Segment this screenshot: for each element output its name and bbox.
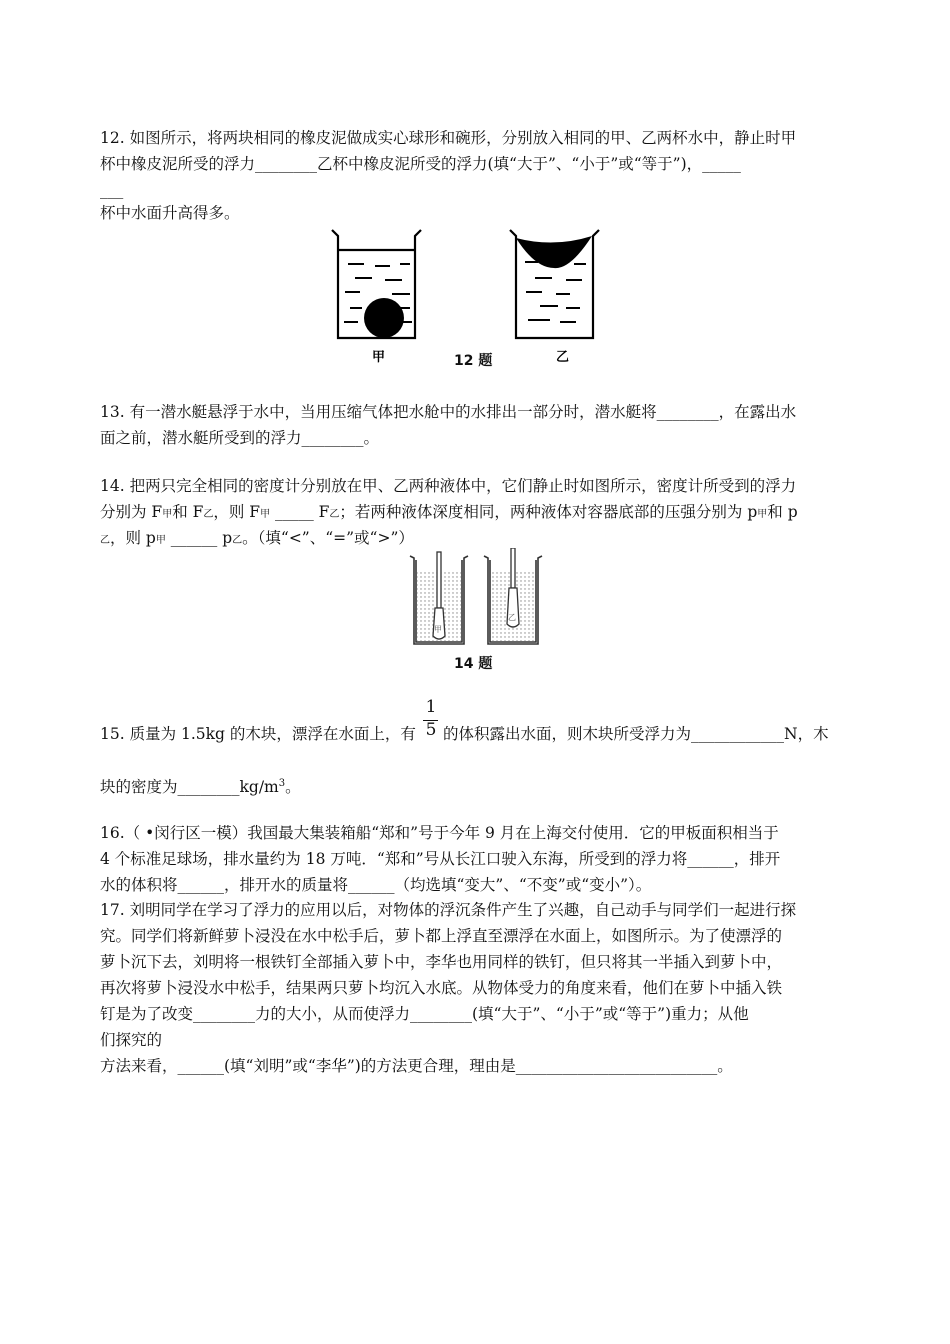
q14-sub-yi-2: 乙 (329, 509, 340, 520)
water-dashes-yi (525, 262, 586, 322)
q15-line2 (100, 771, 852, 800)
q12-caption: 12 题 (454, 353, 493, 369)
q16-line3: 水的体积将______，排开水的质量将______（均选填“变大”、“不变”或“变小”）。 (100, 876, 652, 894)
q14-l2f: 和 p (767, 503, 798, 521)
q13-line1: 13. 有一潜水艇悬浮于水中，当用压缩气体把水舱中的水排出一部分时，潜水艇将________，在露出水 (100, 403, 797, 421)
q14-l3a: ，则 p (110, 529, 156, 547)
q17-line3: 萝卜沉下去，刘明将一根铁钉全部插入萝卜中，李华也用同样的铁钉，但只将其一半插入到萝卜中， (100, 953, 783, 971)
q17-line1: 17. 刘明同学在学习了浮力的应用以后，对物体的浮沉条件产生了兴趣，自己动手与同学们一起进行探 (100, 901, 797, 919)
q14-sub-jia-4: 甲 (155, 535, 166, 546)
q14-l3c: 。（填“<”、“=”或“>”） (242, 529, 414, 547)
q17-line4: 再次将萝卜浸没水中松手，结果两只萝卜均沉入水底。从物体受力的角度来看，他们在萝卜中插入铁 (100, 979, 783, 997)
q14-sub-jia: 甲 (162, 509, 173, 520)
q15-line1b: 的体积露出水面，则木块所受浮力为____________N，木 (443, 725, 829, 743)
q15-line2b: 。 (285, 778, 301, 797)
q14-l2c: ，则 F (213, 503, 261, 521)
q12-line3: ___ (100, 181, 124, 199)
label-yi: 乙 (556, 350, 570, 365)
q14-sub-yi-4: 乙 (232, 535, 243, 546)
q14-l2b: 和 F (172, 503, 204, 521)
q12-line2: 杯中橡皮泥所受的浮力________乙杯中橡皮泥所受的浮力(填“大于”、“小于”或“等于”)，_____ (100, 155, 741, 173)
label-jia: 甲 (372, 350, 386, 365)
q14-l3b: ______ p (165, 529, 233, 547)
q13-line2: 面之前，潜水艇所受到的浮力________。 (100, 429, 380, 447)
q14-line2 (100, 499, 852, 528)
q15-line1a: 15. 质量为 1.5kg 的木块，漂浮在水面上，有 (100, 725, 416, 743)
q17-line7: 方法来看，______(填“刘明”或“李华”)的方法更合理，理由是__________________________。 (100, 1057, 733, 1075)
q17-line5: 钉是为了改变________力的大小，从而使浮力________(填“大于”、“小于”或“等于”)重力；从他 (100, 1005, 749, 1023)
q16-line1: 16.（ •闵行区一模）我国最大集装箱船“郑和”号于今年 9 月在上海交付使用．它的甲板面积相当于 (100, 824, 779, 842)
q15-line2a: 块的密度为________kg/m (100, 778, 279, 797)
q14-l2e: ；若两种液体深度相同，两种液体对容器底部的压强分别为 p (339, 503, 758, 521)
q15-sup3: 3 (278, 778, 286, 789)
hydrometer-jia-label: 甲 (434, 625, 442, 634)
q17-line6: 们探究的 (100, 1031, 163, 1049)
hydrometer-yi-label: 乙 (508, 613, 516, 622)
q14-figure (408, 548, 548, 650)
q14-caption: 14 题 (454, 656, 493, 672)
q16-line2: 4 个标准足球场，排水量约为 18 万吨．“郑和”号从长江口驶入东海，所受到的浮力将______，排开 (100, 850, 781, 868)
q14-sub-yi-3: 乙 (100, 535, 110, 546)
q14-line1: 14. 把两只完全相同的密度计分别放在甲、乙两种液体中，它们静止时如图所示，密度计所受到的浮力 (100, 477, 797, 495)
q14-sub-yi: 乙 (203, 509, 214, 520)
clay-ball (364, 298, 404, 338)
q14-l2a: 分别为 F (100, 503, 163, 521)
q12-line4: 杯中水面升高得多。 (100, 204, 240, 222)
q12-line1: 12. 如图所示，将两块相同的橡皮泥做成实心球形和碗形，分别放入相同的甲、乙两杯水中，静止时甲 (100, 129, 797, 147)
q14-sub-jia-3: 甲 (757, 509, 768, 520)
q14-sub-jia-2: 甲 (260, 509, 271, 520)
q14-l2d: _____ F (270, 503, 330, 521)
fraction-denominator: 5 (425, 720, 437, 740)
fraction-numerator: 1 (425, 697, 437, 717)
q17-line2: 究。同学们将新鲜萝卜浸没在水中松手后，萝卜都上浮直至漂浮在水面上，如图所示。为了使漂浮的 (100, 927, 783, 945)
